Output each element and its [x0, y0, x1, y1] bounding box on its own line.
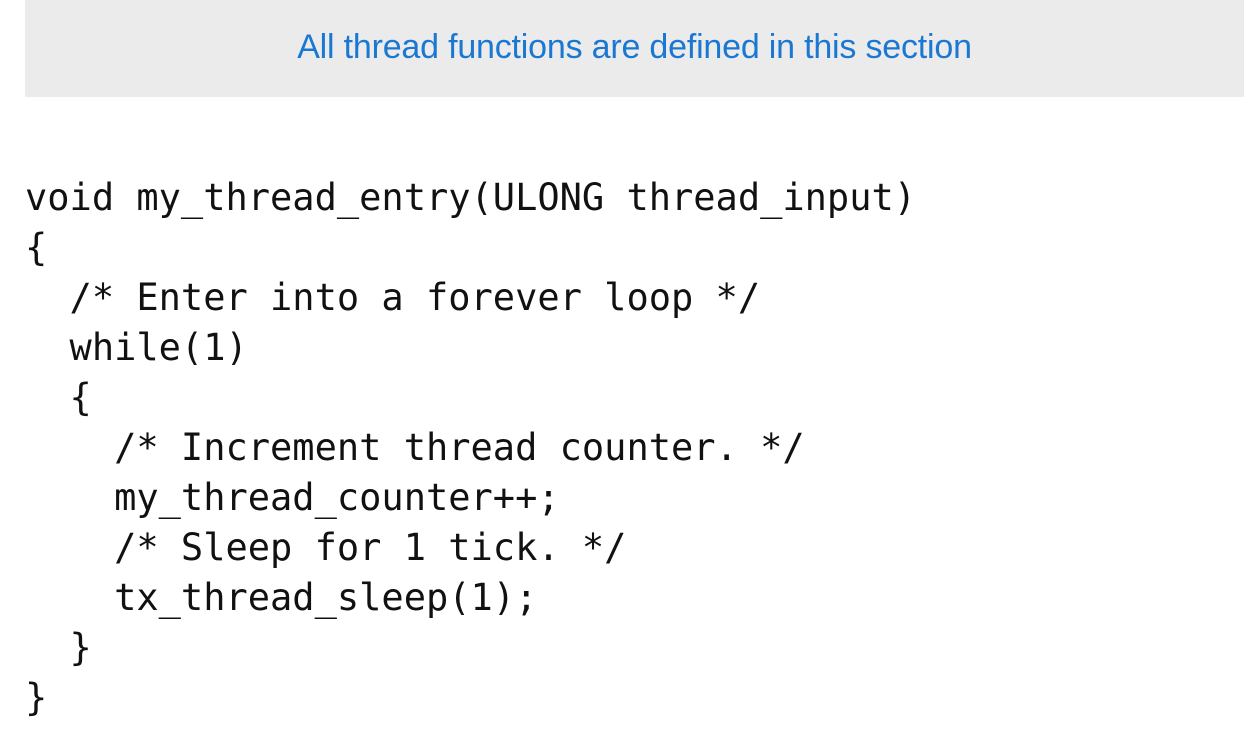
code-line-close-brace: } — [25, 676, 48, 719]
code-line-while: while(1) — [25, 326, 248, 369]
code-line-increment: my_thread_counter++; — [25, 476, 560, 519]
code-line-loop-comment: /* Enter into a forever loop */ — [25, 276, 761, 319]
code-line-sleep-comment: /* Sleep for 1 tick. */ — [25, 526, 627, 569]
code-line-open-brace: { — [25, 226, 48, 269]
code-line-increment-comment: /* Increment thread counter. */ — [25, 426, 805, 469]
section-title: All thread functions are defined in this section — [297, 28, 972, 66]
code-block — [25, 173, 916, 723]
code-line-sleep-call: tx_thread_sleep(1); — [25, 576, 538, 619]
code-line-loop-close-brace: } — [25, 626, 92, 669]
section-header-band — [25, 0, 1244, 97]
code-line-loop-open-brace: { — [25, 376, 92, 419]
code-line-function-signature: void my_thread_entry(ULONG thread_input) — [25, 176, 917, 219]
